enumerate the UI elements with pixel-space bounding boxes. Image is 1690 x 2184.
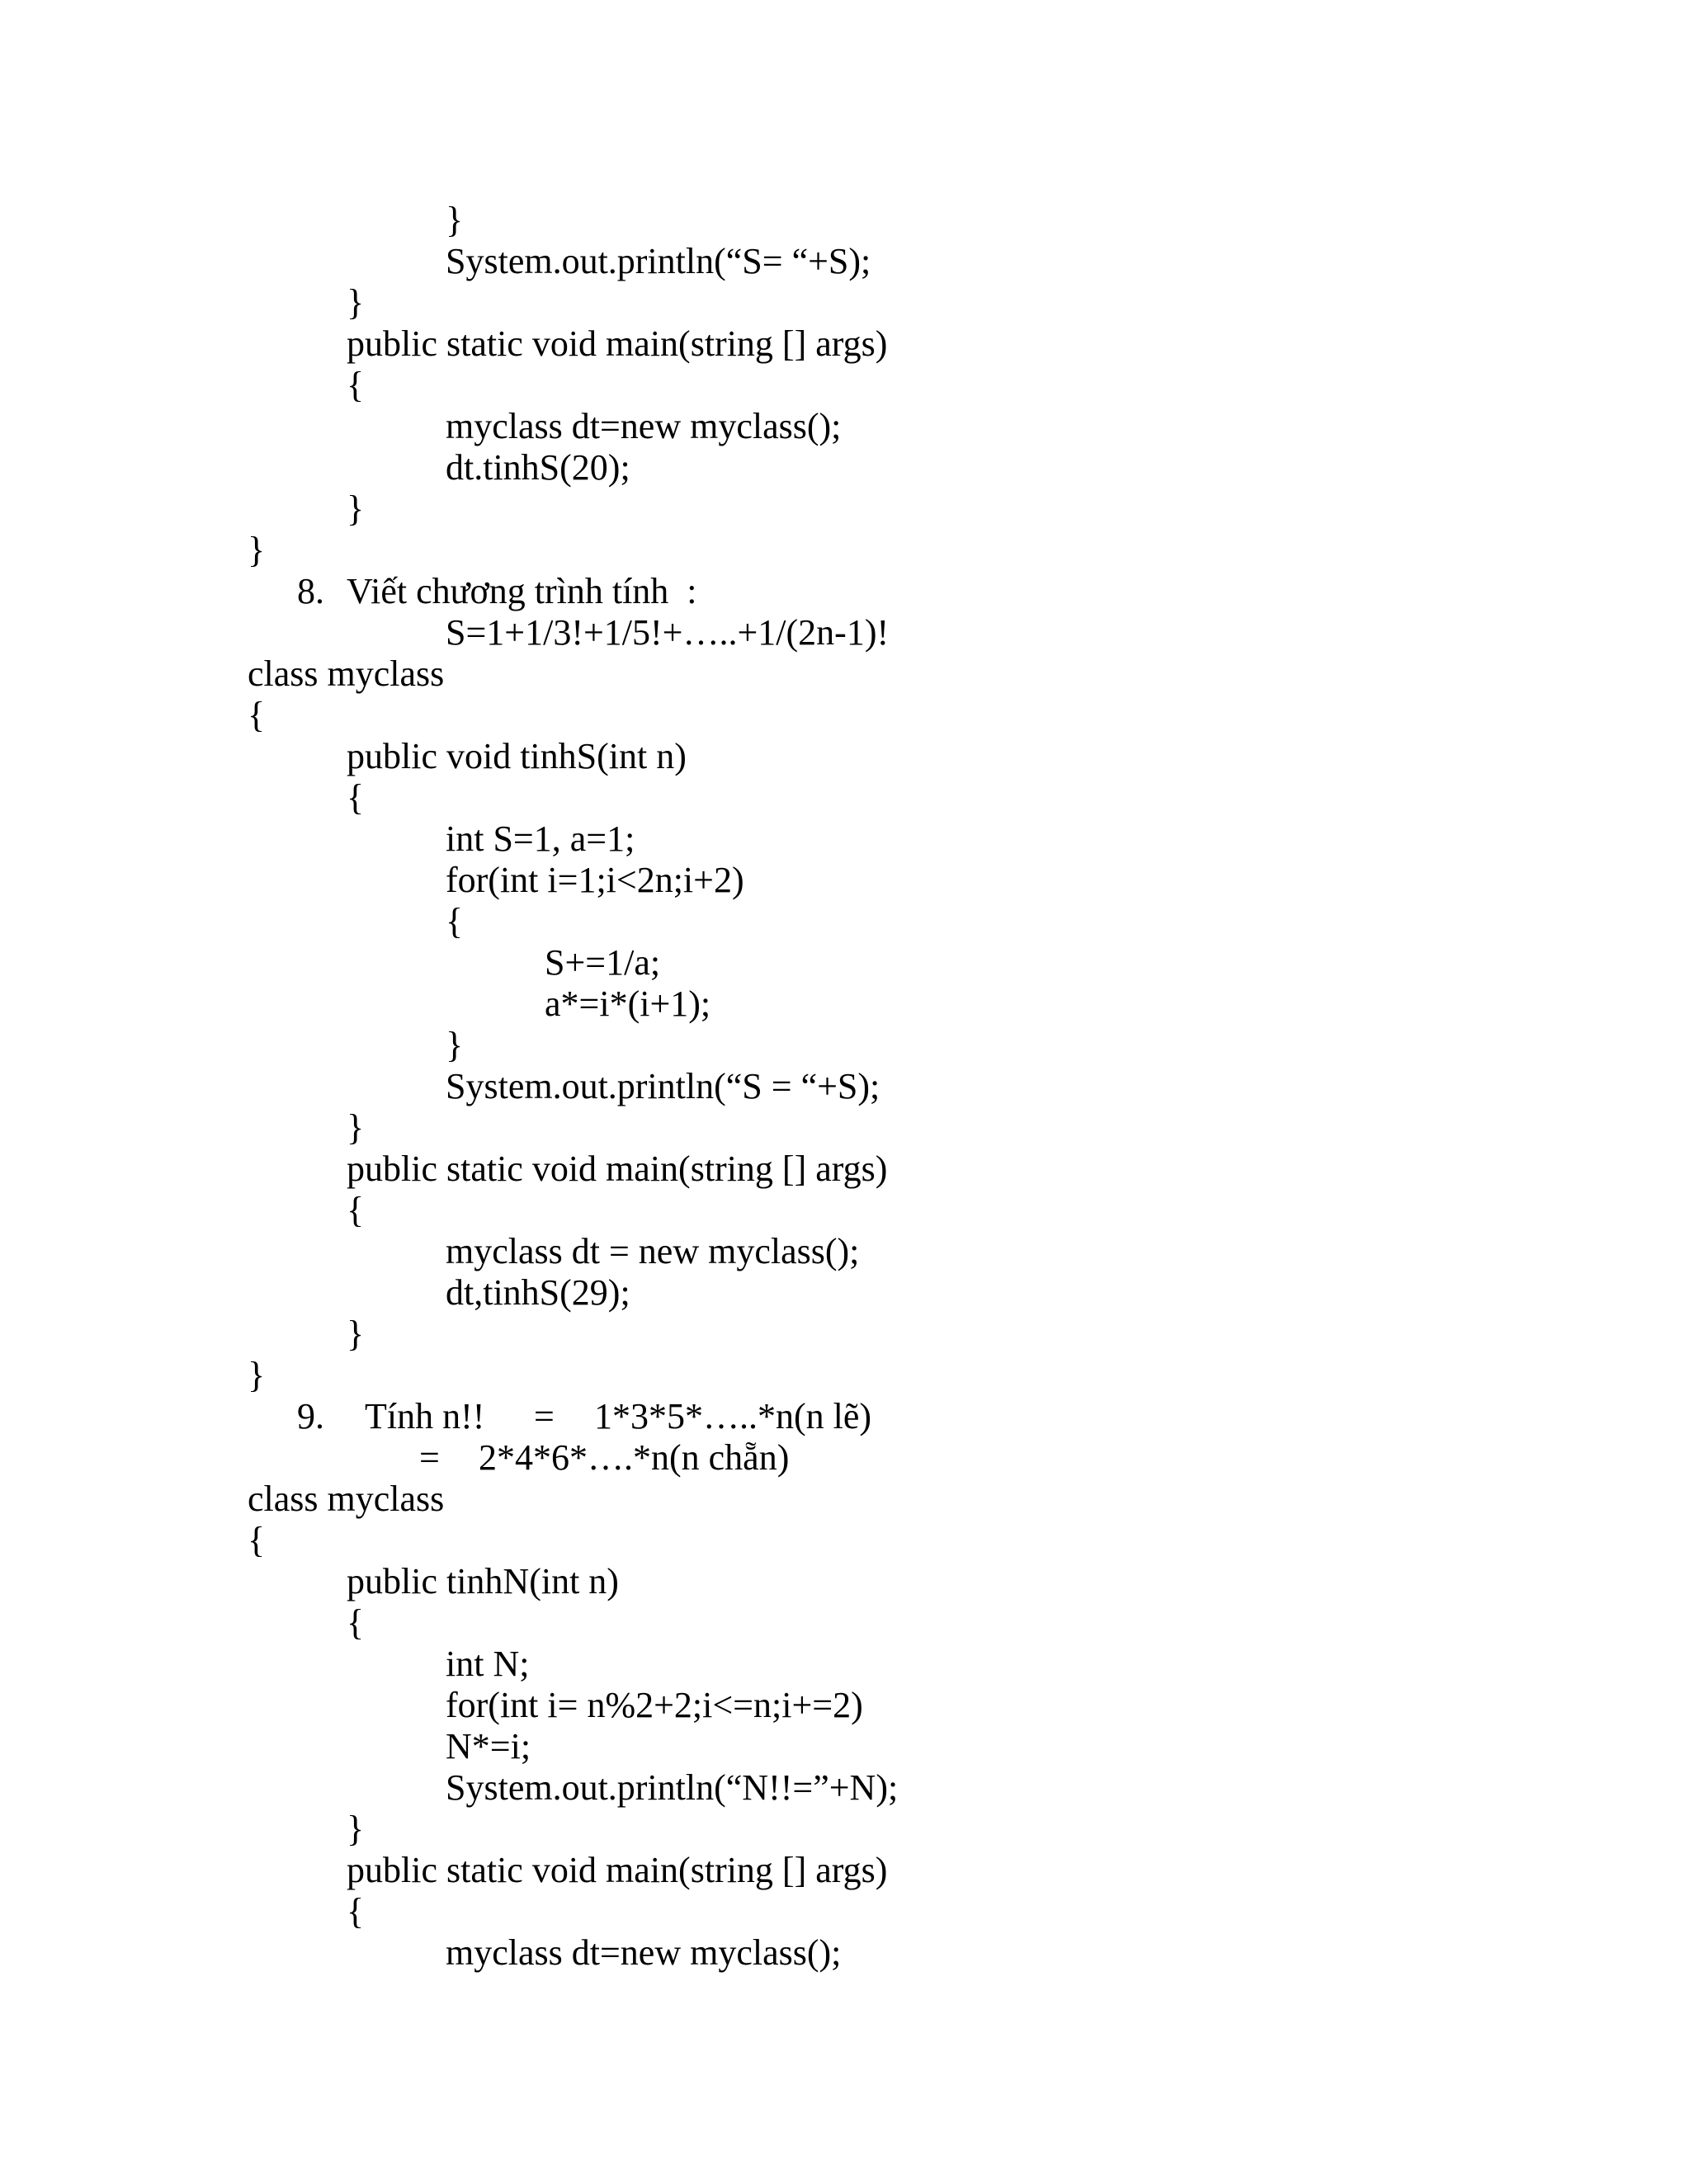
code-line: public static void main(string [] args) [347,323,888,364]
code-line: { [248,695,266,735]
formula-equals: = [419,1437,440,1478]
formula-line: 1*3*5*…..*n(n lẽ) [594,1396,872,1436]
code-line: myclass dt=new myclass(); [446,406,842,446]
code-line: public static void main(string [] args) [347,1149,888,1189]
formula-line: S=1+1/3!+1/5!+…..+1/(2n-1)! [446,612,890,653]
list-number: 9. [297,1396,324,1436]
code-line: dt,tinhS(29); [446,1272,630,1313]
code-line: System.out.println(“S = “+S); [446,1066,880,1106]
code-line: } [446,1025,464,1065]
exercise-heading: Viết chương trình tính : [347,571,697,611]
code-line: { [347,1190,365,1230]
list-number: 8. [297,571,324,611]
code-line: } [248,1355,266,1395]
code-line: } [248,530,266,570]
code-line: public void tinhS(int n) [347,736,687,776]
code-line: S+=1/a; [545,942,661,983]
code-line: { [446,901,464,941]
code-line: myclass dt=new myclass(); [446,1932,842,1973]
code-line: } [347,1107,365,1148]
code-line: class myclass [248,653,445,694]
code-line: public tinhN(int n) [347,1561,619,1601]
code-line: } [347,1314,365,1354]
code-line: for(int i= n%2+2;i<=n;i+=2) [446,1685,863,1725]
code-line: System.out.println(“S= “+S); [446,241,871,281]
code-line: N*=i; [446,1726,531,1767]
code-line: { [347,1602,365,1643]
exercise-heading: Tính n!! [365,1396,485,1436]
code-line: { [347,777,365,818]
code-line: int N; [446,1644,530,1684]
code-line: myclass dt = new myclass(); [446,1231,860,1271]
code-line: for(int i=1;i<2n;i+2) [446,860,744,900]
code-line: class myclass [248,1479,445,1519]
code-line: } [347,282,365,323]
code-line: { [347,365,365,405]
code-line: dt.tinhS(20); [446,447,630,488]
code-line: } [347,488,365,529]
code-line: System.out.println(“N!!=”+N); [446,1767,899,1808]
code-line: { [248,1520,266,1560]
code-line: public static void main(string [] args) [347,1850,888,1890]
code-line: int S=1, a=1; [446,818,635,859]
formula-equals: = [534,1396,555,1436]
formula-line: 2*4*6*….*n(n chẵn) [479,1437,790,1478]
code-line: a*=i*(i+1); [545,984,711,1024]
code-line: { [347,1891,365,1932]
code-line: } [347,1809,365,1849]
code-line: } [446,200,464,240]
